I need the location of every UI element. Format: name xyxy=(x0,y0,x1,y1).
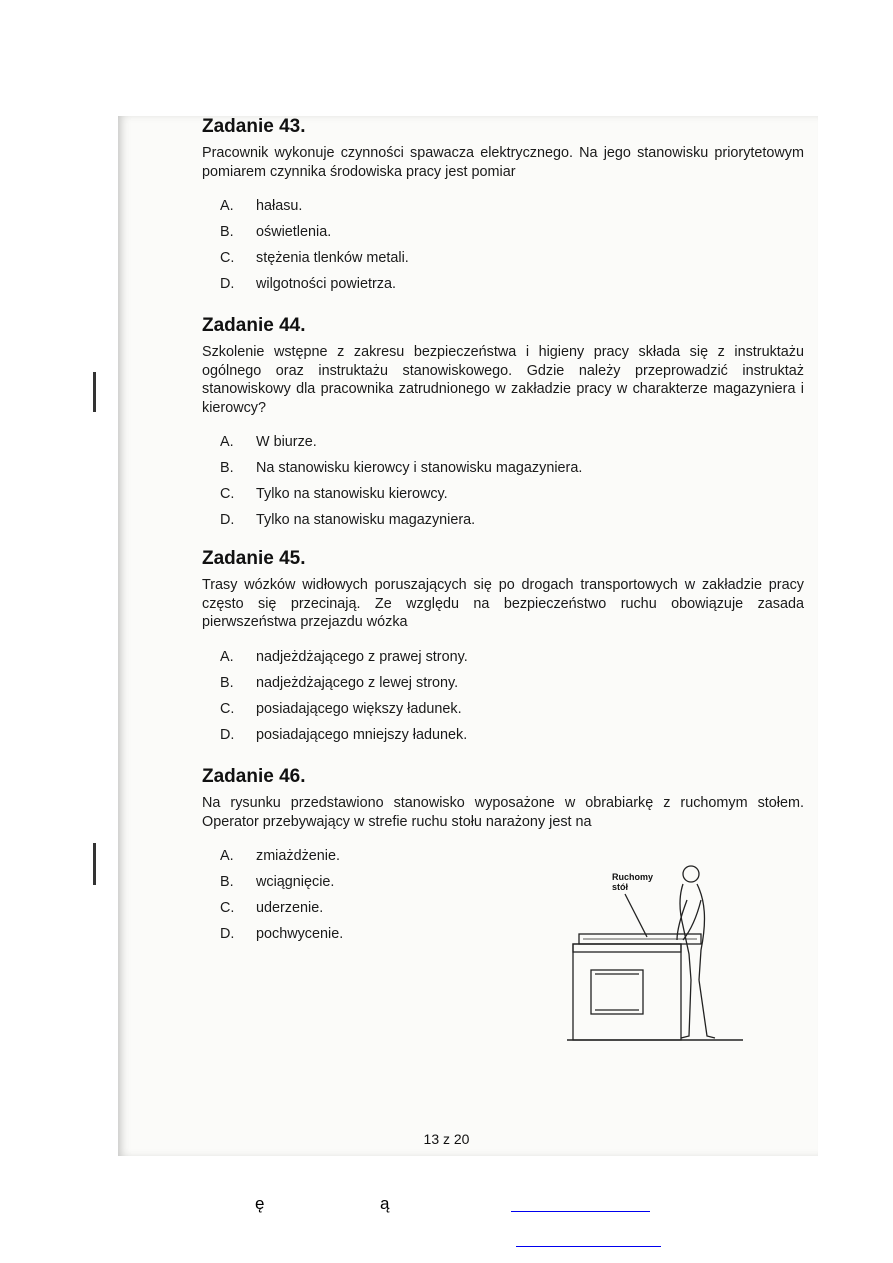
option-c xyxy=(202,481,804,507)
option-text: nadjeżdżającego z prawej strony. xyxy=(256,648,468,665)
option-letter: D. xyxy=(220,512,235,528)
option-letter: C. xyxy=(220,486,235,502)
option-text: posiadającego większy ładunek. xyxy=(256,700,462,717)
option-text: posiadającego mniejszy ładunek. xyxy=(256,726,468,743)
option-a xyxy=(202,193,804,219)
machine-operator-drawing xyxy=(565,860,745,1050)
option-text: hałasu. xyxy=(256,198,303,214)
option-text: wciągnięcie. xyxy=(256,874,335,890)
option-letter: C. xyxy=(220,700,235,717)
footer-character: ą xyxy=(380,1194,390,1213)
option-letter: A. xyxy=(220,434,234,450)
option-letter: B. xyxy=(220,460,234,476)
option-c xyxy=(202,245,804,271)
option-c xyxy=(202,696,804,722)
option-text: Tylko na stanowisku magazyniera. xyxy=(256,512,476,528)
option-list xyxy=(202,644,804,748)
option-letter: D. xyxy=(220,926,235,942)
option-text: pochwycenie. xyxy=(256,926,344,942)
option-letter: A. xyxy=(220,648,234,665)
task-title: Zadanie 45. xyxy=(202,548,306,569)
option-list xyxy=(202,193,804,297)
task-title: Zadanie 46. xyxy=(202,766,306,787)
task-title: Zadanie 44. xyxy=(202,315,306,336)
option-text: Tylko na stanowisku kierowcy. xyxy=(256,486,448,502)
option-text: zmiażdżenie. xyxy=(256,848,340,864)
footer-link[interactable] xyxy=(511,1211,650,1212)
option-b xyxy=(202,670,804,696)
option-list xyxy=(202,429,804,533)
option-text: W biurze. xyxy=(256,434,317,450)
option-text: uderzenie. xyxy=(256,900,324,916)
task-title: Zadanie 43. xyxy=(202,116,306,137)
task-43 xyxy=(202,116,804,297)
footer-link[interactable] xyxy=(516,1246,661,1247)
task-question: Trasy wózków widłowych poruszających się po drogach transportowych w zakładzie pracy często się przecinają. Ze względu na bezpieczeństwo ruchu obowiązuje zasada pierwszeństwa przejazdu wózka xyxy=(202,577,804,630)
option-letter: D. xyxy=(220,276,235,292)
option-letter: B. xyxy=(220,224,234,240)
scan-edge-mark xyxy=(93,372,96,412)
page-number: 13 z 20 xyxy=(423,1131,470,1147)
task-44 xyxy=(202,315,804,533)
machine-tool-illustration xyxy=(565,860,745,1050)
option-d xyxy=(202,507,804,533)
option-d xyxy=(202,722,804,748)
option-a xyxy=(202,644,804,670)
option-letter: A. xyxy=(220,198,234,214)
option-letter: D. xyxy=(220,726,235,743)
task-question: Szkolenie wstępne z zakresu bezpieczeństwa i higieny pracy składa się z instruktażu ogólnego oraz instruktażu stanowiskowego. Gdzie należy przeprowadzić instruktaż stanowiskowy dla pracownika zatrudnionego w zakładzie pracy w charakterze magazyniera i kierowcy? xyxy=(202,344,804,416)
option-d xyxy=(202,271,804,297)
option-text: wilgotności powietrza. xyxy=(256,276,396,292)
option-a xyxy=(202,429,804,455)
option-letter: B. xyxy=(220,674,234,691)
option-text: stężenia tlenków metali. xyxy=(256,250,409,266)
task-question: Na rysunku przedstawiono stanowisko wyposażone w obrabiarkę z ruchomym stołem. Operator przebywający w strefie ruchu stołu narażony jest na xyxy=(202,795,804,830)
option-b xyxy=(202,455,804,481)
option-letter: C. xyxy=(220,250,235,266)
option-text: oświetlenia. xyxy=(256,224,332,240)
illustration-label: Ruchomy stół xyxy=(612,872,654,892)
footer-character: ę xyxy=(255,1194,265,1213)
option-letter: C. xyxy=(220,900,235,916)
task-45 xyxy=(202,548,804,748)
task-question: Pracownik wykonuje czynności spawacza elektrycznego. Na jego stanowisku priorytetowym pomiarem czynnika środowiska pracy jest pomiar xyxy=(202,145,804,180)
option-text: nadjeżdżającego z lewej strony. xyxy=(256,674,459,691)
option-b xyxy=(202,219,804,245)
scan-edge-mark xyxy=(93,843,96,885)
option-text: Na stanowisku kierowcy i stanowisku magazyniera. xyxy=(256,460,583,476)
option-letter: B. xyxy=(220,874,234,890)
option-letter: A. xyxy=(220,848,234,864)
